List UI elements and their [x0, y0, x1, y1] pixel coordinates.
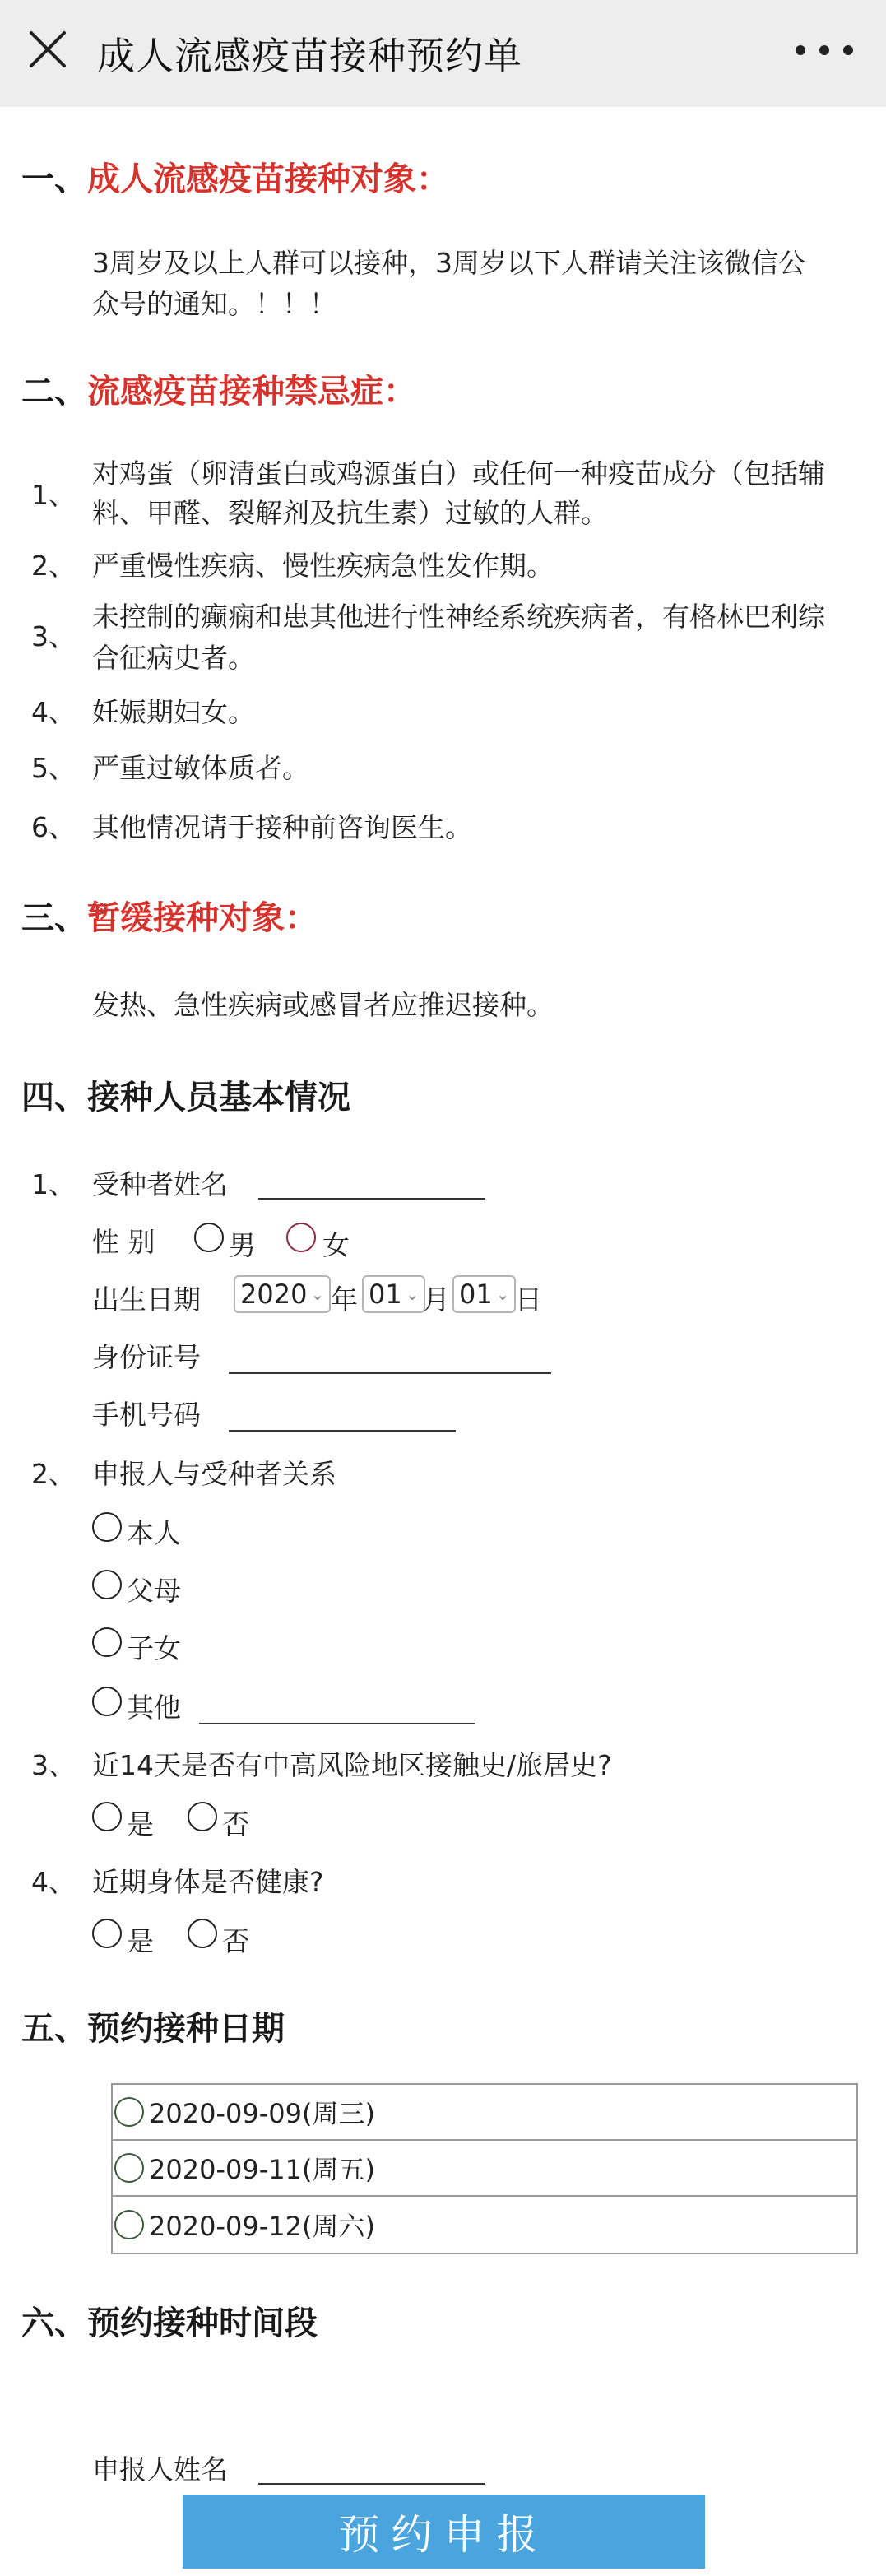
- gender-female-radio[interactable]: [286, 1223, 316, 1252]
- phone-label: 手机号码: [92, 1399, 201, 1431]
- contra-item-text: 对鸡蛋（卵清蛋白或鸡源蛋白）或任何一种疫苗成分（包括辅: [92, 457, 825, 490]
- recipient-name-label: 受种者姓名: [92, 1168, 228, 1200]
- date-option-row[interactable]: [113, 2141, 856, 2197]
- health-yes-radio[interactable]: [92, 1919, 122, 1948]
- gender-label: 性 别: [92, 1226, 155, 1258]
- health-no-radio[interactable]: [188, 1919, 217, 1948]
- contra-item-text: 严重过敏体质者。: [92, 752, 309, 784]
- contra-item-text: 其他情况请于接种前咨询医生。: [92, 811, 472, 843]
- date-options-table: [111, 2083, 858, 2254]
- contra-item-text: 料、甲醛、裂解剂及抗生素）过敏的人群。: [92, 497, 608, 529]
- section1-text-line1: 3周岁及以上人群可以接种，3周岁以下人群请关注该微信公: [92, 247, 805, 279]
- exposure-yes-label: 是: [127, 1808, 154, 1840]
- reporter-name-field[interactable]: [258, 2483, 485, 2485]
- submit-button[interactable]: 预约申报: [183, 2495, 705, 2569]
- relation-radio-parents[interactable]: [92, 1570, 122, 1599]
- section3-heading: 三、暂缓接种对象：: [21, 899, 318, 937]
- page-title: 成人流感疫苗接种预约单: [97, 34, 522, 78]
- chevron-down-icon: ⌄: [495, 1284, 510, 1304]
- date-radio[interactable]: [114, 2210, 144, 2239]
- contra-item-num: 4、: [31, 696, 76, 728]
- date-option-label: 2020-09-12(周六): [149, 2211, 375, 2242]
- exposure-question-label: 近14天是否有中高风险地区接触史/旅居史?: [92, 1749, 612, 1781]
- contra-item-text: 未控制的癫痫和患其他进行性神经系统疾病者，有格林巴利综: [92, 601, 825, 633]
- contra-item-text: 合征病史者。: [92, 642, 255, 674]
- exposure-no-radio[interactable]: [188, 1802, 217, 1831]
- question-num: 1、: [31, 1168, 76, 1200]
- health-question-label: 近期身体是否健康?: [92, 1866, 324, 1898]
- reporter-name-label: 申报人姓名: [92, 2453, 228, 2485]
- section4-heading: 四、接种人员基本情况: [21, 1079, 350, 1116]
- dob-year-select[interactable]: 2020 ⌄: [234, 1275, 331, 1313]
- relation-radio-other[interactable]: [92, 1687, 122, 1716]
- date-radio[interactable]: [114, 2097, 144, 2127]
- id-number-label: 身份证号: [92, 1341, 201, 1373]
- health-yes-label: 是: [127, 1925, 154, 1957]
- dob-year-unit: 年: [331, 1283, 358, 1316]
- gender-female-label: 女: [322, 1229, 350, 1261]
- dob-label: 出生日期: [92, 1283, 201, 1316]
- contra-item-num: 6、: [31, 811, 76, 843]
- section2-heading: 二、流感疫苗接种禁忌症：: [21, 373, 416, 411]
- relation-option-label: 父母: [127, 1575, 181, 1607]
- relation-other-field[interactable]: [199, 1723, 475, 1724]
- top-bar: [0, 0, 886, 107]
- dob-month-select[interactable]: 01 ⌄: [362, 1275, 425, 1313]
- contra-item-num: 2、: [31, 550, 76, 582]
- section6-heading: 六、预约接种时间段: [21, 2304, 318, 2342]
- id-number-field[interactable]: [229, 1372, 551, 1374]
- contra-item-text: 妊娠期妇女。: [92, 696, 255, 728]
- relation-option-label: 本人: [127, 1517, 181, 1549]
- section3-text: 发热、急性疾病或感冒者应推迟接种。: [92, 989, 554, 1021]
- date-option-row[interactable]: [113, 2085, 856, 2141]
- chevron-down-icon: ⌄: [405, 1284, 420, 1304]
- section1-text-line2: 众号的通知。！！！: [92, 288, 336, 320]
- health-no-label: 否: [222, 1925, 249, 1957]
- more-options-icon[interactable]: [796, 30, 853, 71]
- date-option-label: 2020-09-11(周五): [149, 2154, 375, 2185]
- close-icon[interactable]: [23, 25, 72, 74]
- recipient-name-field[interactable]: [258, 1198, 485, 1200]
- date-option-row[interactable]: [113, 2197, 856, 2253]
- question-num: 4、: [31, 1866, 76, 1898]
- relation-option-label: 子女: [127, 1632, 181, 1664]
- exposure-yes-radio[interactable]: [92, 1802, 122, 1831]
- gender-male-label: 男: [229, 1229, 256, 1261]
- contra-item-num: 3、: [31, 620, 76, 652]
- exposure-no-label: 否: [222, 1808, 249, 1840]
- chevron-down-icon: ⌄: [310, 1284, 325, 1304]
- section1-heading: 一、成人流感疫苗接种对象：: [21, 160, 449, 198]
- relation-radio-children[interactable]: [92, 1627, 122, 1657]
- phone-field[interactable]: [229, 1430, 456, 1432]
- contra-item-text: 严重慢性疾病、慢性疾病急性发作期。: [92, 550, 554, 582]
- dob-day-select[interactable]: 01 ⌄: [452, 1275, 516, 1313]
- relation-radio-self[interactable]: [92, 1512, 122, 1542]
- relation-label: 申报人与受种者关系: [92, 1458, 336, 1490]
- section5-heading: 五、预约接种日期: [21, 2010, 285, 2048]
- dob-month-unit: 月: [423, 1283, 450, 1316]
- relation-option-label: 其他: [127, 1692, 181, 1724]
- date-option-label: 2020-09-09(周三): [149, 2098, 375, 2129]
- contra-item-num: 5、: [31, 752, 76, 784]
- date-radio[interactable]: [114, 2153, 144, 2183]
- contra-item-num: 1、: [31, 479, 76, 511]
- question-num: 2、: [31, 1458, 76, 1490]
- gender-male-radio[interactable]: [194, 1223, 224, 1252]
- question-num: 3、: [31, 1749, 76, 1781]
- dob-day-unit: 日: [515, 1283, 542, 1316]
